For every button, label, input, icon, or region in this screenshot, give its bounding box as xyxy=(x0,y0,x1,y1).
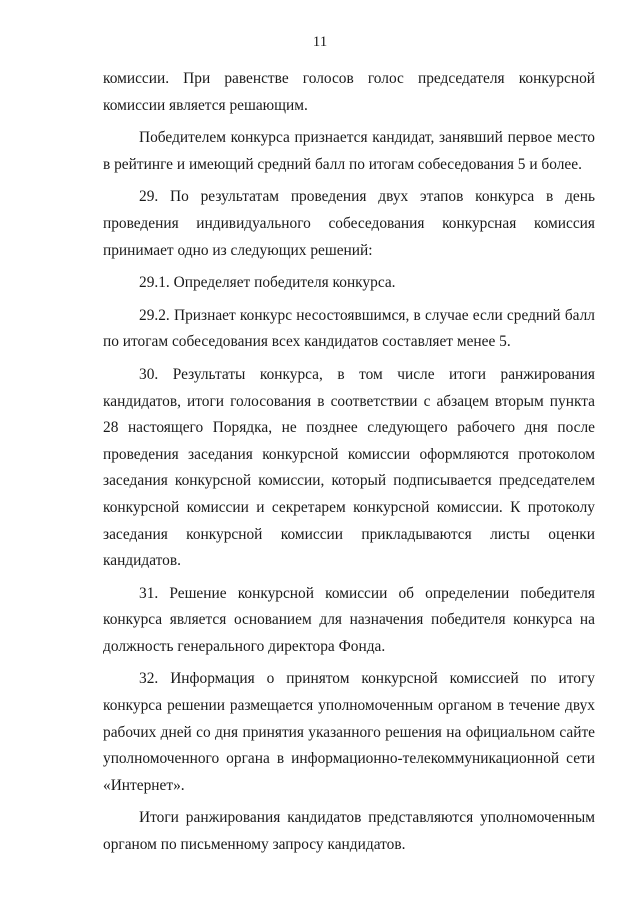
document-body xyxy=(103,66,595,865)
paragraph-item-31: 31. Решение конкурсной комиссии об определении победителя конкурса является основанием для назначения победителя конкурса на должность генерального директора Фонда. xyxy=(103,584,595,655)
paragraph-item-29: 29. По результатам проведения двух этапов конкурса в день проведения индивидуального собеседования конкурсная комиссия принимает одно из следующих решений: xyxy=(103,188,595,259)
paragraph-item-29-2: 29.2. Признает конкурс несостоявшимся, в случае если средний балл по итогам собеседования всех кандидатов составляет менее 5. xyxy=(103,306,595,351)
page-number: 11 xyxy=(312,34,328,50)
paragraph: Победителем конкурса признается кандидат, занявший первое место в рейтинге и имеющий средний балл по итогам собеседования 5 и более. xyxy=(103,129,595,173)
paragraph: комиссии. При равенстве голосов голос председателя конкурсной комиссии является решающим. xyxy=(103,70,595,114)
paragraph-item-29-1: 29.1. Определяет победителя конкурса. xyxy=(139,274,396,292)
paragraph: Итоги ранжирования кандидатов представляются уполномоченным органом по письменному запросу кандидатов. xyxy=(103,809,595,854)
paragraph-item-30: 30. Результаты конкурса, в том числе итоги ранжирования кандидатов, итоги голосования в соответствии с абзацем вторым пункта 28 настоящего Порядка, не позднее следующего рабочего дня после проведения заседания конкурсной комиссии оформляются протоколом заседания конкурсной комиссии, который подписывается председателем конкурсной комиссии и секретарем конкурсной комиссии. К протоколу заседания конкурсной комиссии прикладываются листы оценки кандидатов. xyxy=(103,365,595,570)
paragraph-item-32: 32. Информация о принятом конкурсной комиссией по итогу конкурса решении размещается уполномоченным органом в течение двух рабочих дней со дня принятия указанного решения на официальном сайте уполномоченного органа в информационно-телекоммуникационной сети «Интернет». xyxy=(103,670,595,794)
